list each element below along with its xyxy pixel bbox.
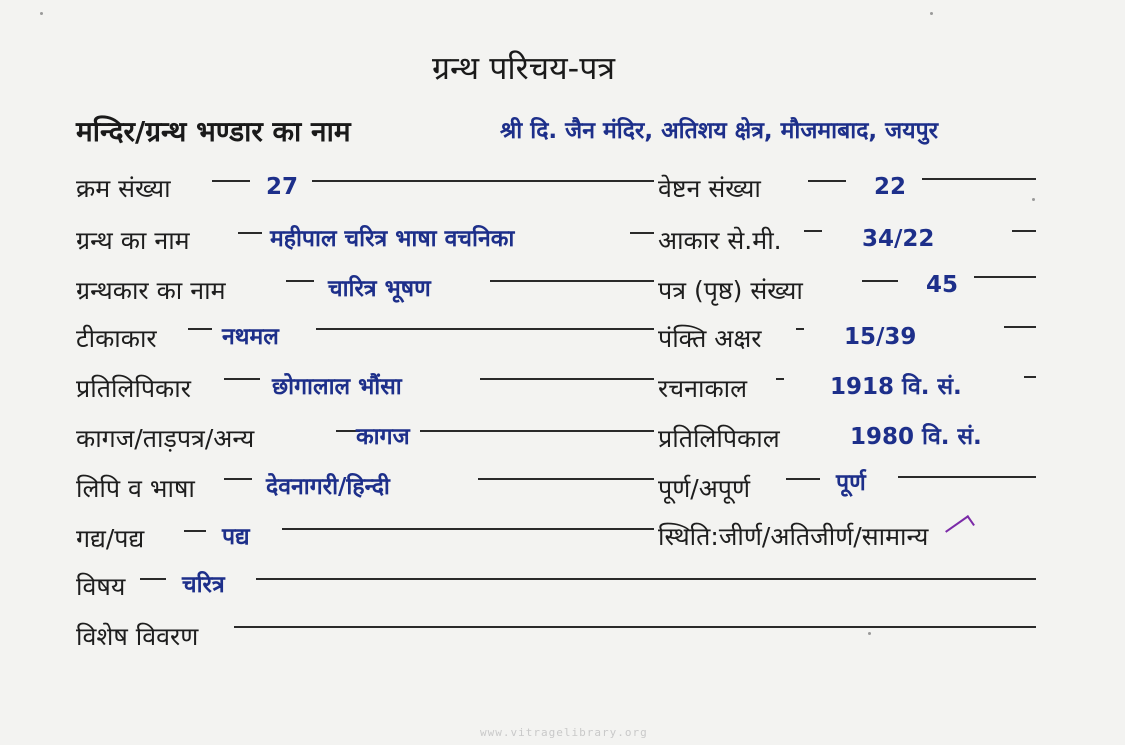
copy-period-label: प्रतिलिपिकाल xyxy=(658,424,780,453)
composition-period-label: रचनाकाल xyxy=(658,374,748,403)
commentator-line-b xyxy=(316,328,654,330)
wrapper-number-value: 22 xyxy=(874,174,907,200)
subject-line-a xyxy=(140,578,166,580)
temple-label: मन्दिर/ग्रन्थ भण्डार का नाम xyxy=(76,115,351,148)
line-letters-line-b xyxy=(1004,326,1036,328)
script-language-line-a xyxy=(224,478,252,480)
wrapper-number-line-b xyxy=(922,178,1036,180)
prose-verse-label: गद्य/पद्य xyxy=(76,524,145,553)
script-language-value: देवनागरी/हिन्दी xyxy=(266,474,390,500)
wrapper-number-line-a xyxy=(808,180,846,182)
author-line-a xyxy=(286,280,314,282)
completeness-label: पूर्ण/अपूर्ण xyxy=(658,474,751,503)
page-count-label: पत्र (पृष्ठ) संख्या xyxy=(658,276,803,305)
checkmark-icon xyxy=(945,515,975,541)
line-letters-value: 15/39 xyxy=(844,324,917,350)
watermark-text: www.vitragelibrary.org xyxy=(480,726,648,739)
copy-period-value: 1980 वि. सं. xyxy=(850,424,982,450)
serial-number-label: क्रम संख्या xyxy=(76,174,171,203)
material-value: कागज xyxy=(356,424,410,450)
script-language-label: लिपि व भाषा xyxy=(76,474,195,503)
book-name-line-b xyxy=(630,232,654,234)
composition-period-value: 1918 वि. सं. xyxy=(830,374,962,400)
prose-verse-line-a xyxy=(184,530,206,532)
material-line-b xyxy=(420,430,654,432)
special-details-label: विशेष विवरण xyxy=(76,622,199,651)
completeness-line-b xyxy=(898,476,1036,478)
subject-label: विषय xyxy=(76,572,126,601)
script-language-line-b xyxy=(478,478,654,480)
serial-number-line-a xyxy=(212,180,250,182)
completeness-value: पूर्ण xyxy=(836,470,866,496)
copyist-label: प्रतिलिपिकार xyxy=(76,374,191,403)
size-cm-label: आकार से.मी. xyxy=(658,226,782,255)
commentator-value: नथमल xyxy=(222,324,279,350)
book-name-label: ग्रन्थ का नाम xyxy=(76,226,190,255)
book-name-value: महीपाल चरित्र भाषा वचनिका xyxy=(270,226,515,252)
temple-value: श्री दि. जैन मंदिर, अतिशय क्षेत्र, मौजमाबाद, जयपुर xyxy=(500,118,939,144)
author-line-b xyxy=(490,280,654,282)
completeness-line-a xyxy=(786,478,820,480)
composition-period-line-b xyxy=(1024,376,1036,378)
prose-verse-line-b xyxy=(282,528,654,530)
paper-speck xyxy=(1032,198,1035,201)
size-cm-value: 34/22 xyxy=(862,226,935,252)
composition-period-line-a xyxy=(776,378,784,380)
line-letters-line-a xyxy=(796,328,804,330)
paper-speck xyxy=(930,12,933,15)
author-label: ग्रन्थकार का नाम xyxy=(76,276,226,305)
condition-label: स्थिति:जीर्ण/अतिजीर्ण/सामान्य xyxy=(658,522,929,551)
material-label: कागज/ताड़पत्र/अन्य xyxy=(76,424,255,453)
serial-number-value: 27 xyxy=(266,174,299,200)
size-cm-line-b xyxy=(1012,230,1036,232)
wrapper-number-label: वेष्टन संख्या xyxy=(658,174,761,203)
paper-speck xyxy=(40,12,43,15)
paper-speck xyxy=(868,632,871,635)
size-cm-line-a xyxy=(804,230,822,232)
copyist-value: छोगालाल भौंसा xyxy=(272,374,402,400)
subject-line-b xyxy=(256,578,1036,580)
copyist-line-a xyxy=(224,378,260,380)
commentator-line-a xyxy=(188,328,212,330)
page-count-value: 45 xyxy=(926,272,959,298)
subject-value: चरित्र xyxy=(182,572,225,598)
page-count-line-b xyxy=(974,276,1036,278)
book-name-line-a xyxy=(238,232,262,234)
line-letters-label: पंक्ति अक्षर xyxy=(658,324,762,353)
page-count-line-a xyxy=(862,280,898,282)
commentator-label: टीकाकार xyxy=(76,324,157,353)
special-details-line xyxy=(234,626,1036,628)
author-value: चारित्र भूषण xyxy=(328,276,431,302)
prose-verse-value: पद्य xyxy=(222,524,250,550)
card-title: ग्रन्थ परिचय-पत्र xyxy=(432,49,616,87)
copyist-line-b xyxy=(480,378,654,380)
serial-number-line-b xyxy=(312,180,654,182)
